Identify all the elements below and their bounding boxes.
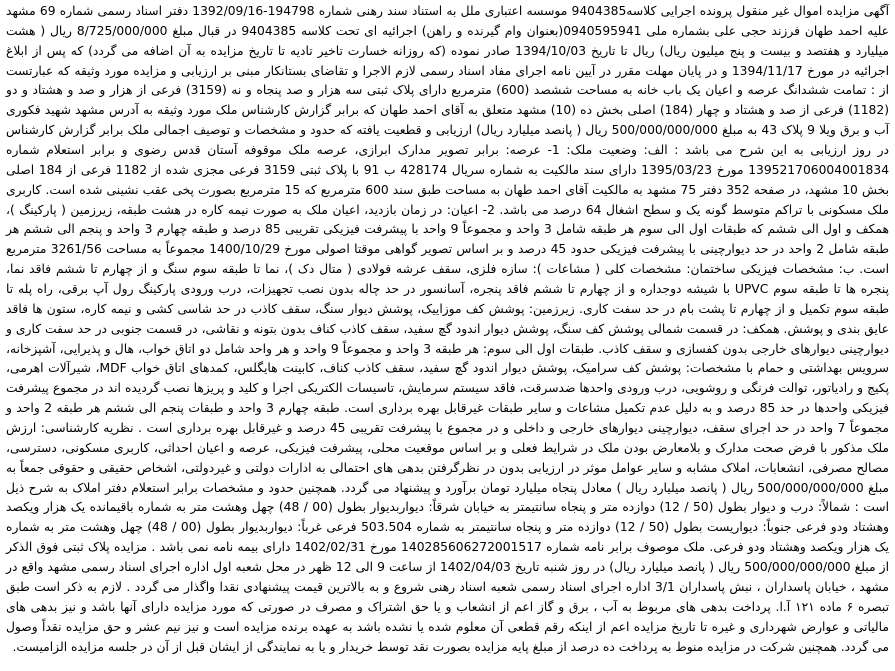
notice-body-text: آگهی مزایده اموال غیر منقول پرونده اجرایی کلاسه9404385 موسسه اعتباری ملل به استناد سند رهنی شماره 194798-1392/09/16 دفتر اسناد رسمی شماره 69 مشهد علیه احمد طهان فرزند حجی علی بشماره ملی 0940595941(بعنوان وام گیرنده و راهن) اجرائیه ای تحت کلاسه 9404385 در قبال مبلغ 8/725/000/000 ریال ( هشت میلیارد و هفتصد و بیست و پنج میلیون ریال) ریال تا تاریخ 1394/10/03 صادر نموده (که روزانه خسارت تاخیر تادیه تا تاریخ مزایده به آن اضافه می گردد) که پس از ابلاغ اجرائیه در مورخ 1394/11/17 و در پایان مهلت مقرر در آیین نامه اجرای مفاد اسناد رسمی لازم الاجرا و تقاضای بستانکار مبنی بر ارزیابی و مزایده مورد وثیقه که عبارتست از : تمامت ششدانگ عرصه و اعیان یک باب خانه به مساحت ششصد (600) مترمربع دارای پلاک ثبتی سه هزار و صد پنجاه و نه (3159) فرعی از هزار و صد و هشتاد و دو (1182) فرعی از صد و هشتاد و چهار (184) اصلی بخش ده (10) مشهد متعلق به آقای احمد طهان که برابر گزارش کارشناس ملک مورد وثیقه به آدرس مشهد شهید فکوری آب و برق ویلا 9 پلاک 43 به مبلغ 500/000/000/000 ریال ( پانصد میلیارد ریال) ارزیابی و قطعیت یافته که حدود و مشخصات و توصیف اجمالی ملک برابر گزارش کارشناس در روز ارزیابی به این شرح می باشد : الف: وضعیت ملک: 1- عرصه: برابر تصویر مدارک ابرازی، عرصه ملک موقوفه آستان قدس رضوی و برابر استعلام شماره 139521706004001834 مورخ 1395/03/23 دارای سند مالکیت به شماره سریال 428174 ب 91 با پلاک ثبتی 3159 فرعی مجزی شده از 1182 فرعی از 184 اصلی بخش 10 مشهد، در صفحه 352 دفتر 75 مشهد به مالکیت آقای احمد طهان به مساحت طبق سند 600 مترمربع که 15 مترمربع بصورت پخی عقب نشینی شده است. کاربری ملک مسکونی با تراکم متوسط گونه یک و سطح اشغال 64 درصد می باشد. 2- اعیان: در زمان بازدید، اعیان ملک به صورت نیمه کاره در هشت طبقه، زیرزمین ( پارکینگ )، همکف و اول الی ششم که طبقات اول الی سوم هر طبقه شامل 3 واحد و مجموعاً 9 واحد با پیشرفت فیزیکی تقریبی 85 درصد و طبقه چهارم 3 واحد و پنجم الی ششم هر طبقه شامل 2 واحد در حد دیوارچینی با پیشرفت فیزیکی حدود 45 درصد و بر اساس تصویر گواهی موقتا اصولی مورخ 1400/10/29 مجموعاً به مساحت 3261/56 مترمربع است. ب: مشخصات فیزیکی ساختمان: مشخصات کلی ( مشاعات ): سازه فلزی، سقف عرشه فولادی ( متال دک )، نما تا طبقه سوم سنگ و از چهارم تا ششم فاقد نما، پنجره ها تا طبقه سوم UPVC با شیشه دوجداره و از چهارم تا ششم فاقد پنجره، آسانسور در حد چاله بدون نصب تجهیزات، درب ورودی پارکینگ رول آپ برقی، راه پله تا طبقه سوم تکمیل و از چهارم تا پشت بام در حد سفت کاری. زیرزمین: پوشش کف موزاییک، پوشش دیوار سنگ، سقف کاذب در حد شاسی کشی و نیمه کاره، ستون ها فاقد عایق بندی و پوشش. همکف: در قسمت شمالی پوشش کف سنگ، پوشش دیوار اندود گچ سفید، سقف کاذب کناف بدون بتونه و نقاشی، در قسمت جنوبی در حد سفت کاری و دیوارچینی دیوارهای خارجی بدون کفسازی و سقف کاذب. طبقات اول الی سوم: هر طبقه 3 واحد و مجموعاً 9 واحد و هر واحد شامل دو اتاق خواب، هال و پذیرایی، آشپزخانه، سرویس بهداشتی و حمام با مشخصات: پوشش کف سرامیک، پوشش دیوار اندود گچ سفید، سقف کاذب کناف، کابینت هایگلس، کمدهای اتاق خواب MDF، شیرآلات اهرمی، پکیج و رادیاتور، توالت فرنگی و روشویی، درب ورودی واحدها ضدسرقت، فاقد سیستم سرمایش، تاسیسات الکتریکی اجرا و کلید و پریزها نصب گردیده اند در مجموع پیشرفت فیزیکی واحدها در حد 85 درصد و به دلیل عدم تکمیل مشاعات و سایر طبقات غیرقابل بهره برداری است. طبقه چهارم 3 واحد و طبقات پنجم الی ششم هر طبقه 2 واحد و مجموعاً 7 واحد در حد اجرای سقف، دیوارچینی دیوارهای خارجی و داخلی و در مجموع با پیشرفت تقریبی 45 درصد و غیرقابل بهره برداری است . نظریه کارشناسی: ارزش ملک مذکور با فرض صحت مدارک و بلامعارض بودن ملک در شرایط فعلی و بر اساس موقعیت محلی، پیشرفت فیزیکی، عرصه و اعیان احداثی، کاربری مسکونی، دسترسی، مصالح مصرفی، انشعابات، املاک مشابه و سایر عوامل موثر در ارزیابی بدون در نظرگرفتن بدهی های احتمالی به ادارات دولتی و غیردولتی، اشخاص حقیقی و حقوقی جمعاً به مبلغ 500/000/000/000 ریال ( پانصد میلیارد ریال ) معادل پنجاه میلیارد تومان برآورد و پیشنهاد می گردد. همچنین حدود و مشخصات برابر استعلام دفتر املاک به شرح ذیل است : شمالاً: درب و دیوار بطول (50 / 12) دوازده متر و پنجاه سانتیمتر به خیابان شرقاً: دیواربدیوار بطول (00 / 48) چهل وهشت متر به شماره باقیمانده یک هزار ویکصد وهشتاد ودو فرعی جنوباً: دیواریست بطول (50 / 12) دوازده متر و پنجاه سانتیمتر به شماره 503.504 فرعی غرباً: دیواربدیوار بطول (00 / 48) چهل وهشت متر به شماره یک هزار ویکصد وهشتاد ودو فرعی. ملک موصوف برابر نامه شماره 140285606272001517 مورخ 1402/02/31 دارای بیمه نامه نمی باشد . مزایده پلاک ثبتی فوق الذکر از مبلغ 500/000/000/000 ریال ( پانصد میلیارد ریال) در روز شنبه تاریخ 1402/04/03 از ساعت 9 الی 12 ظهر در محل شعبه اول اداره اجرای اسناد رسمی مشهد واقع در مشهد ، خیابان پاسداران ، نبش پاسداران 3/1 اداره اجرای اسناد رسمی شعبه اسناد رهنی شروع و به بالاترین قیمت پیشنهادی نقدا واگذار می گردد . لازم به ذکر است طبق تبصره ۶ ماده ۱۲۱ آ.ا. پرداخت بدهی های مربوط به آب ، برق و گاز اعم از انشعاب و یا حق اشتراک و مصرف در صورتی که مورد مزایده دارای آنها باشد و نیز بدهی های مالیاتی و عوارض شهرداری و غیره تا تاریخ مزایده اعم از اینکه رقم قطعی آن معلوم شده یا نشده باشد به عهده برنده مزایده است و نیز نیم عشر و حق مزایده نقداً وصول می گردد. همچنین شرکت در مزایده منوط به پرداخت ده درصد از مبلغ پایه مزایده بصورت نقد توسط خریدار و یا به نمایندگی از ایشان قبل از آن در جلسه مزایده الزامیست. [6, 4, 890, 654]
